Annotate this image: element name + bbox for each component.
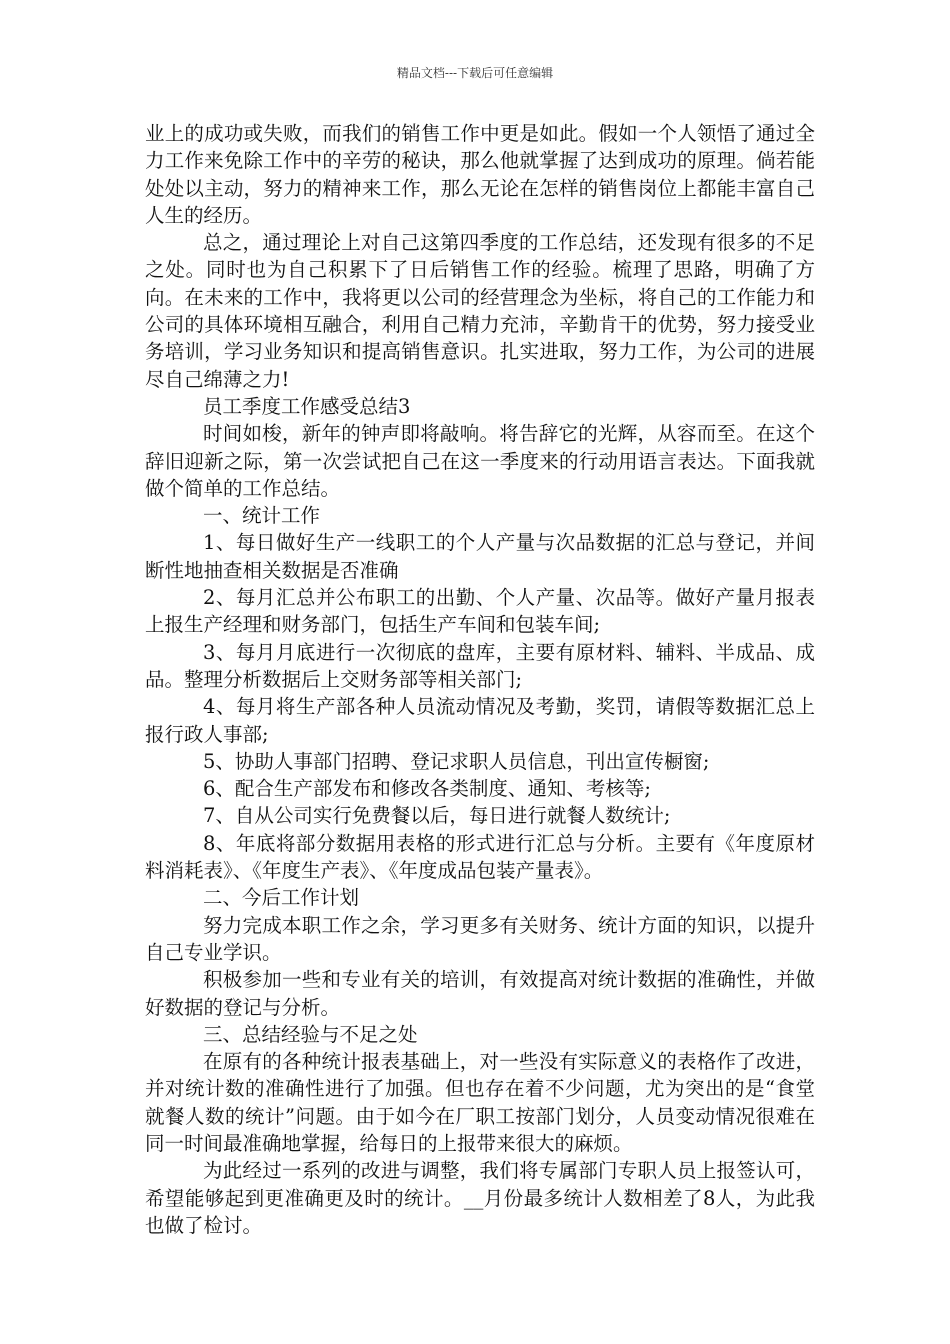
paragraph: 努力完成本职工作之余，学习更多有关财务、统计方面的知识，以提升自己专业学识。	[145, 913, 815, 964]
paragraph: 在原有的各种统计报表基础上，对一些没有实际意义的表格作了改进，并对统计数的准确性进行了加强。但也存在着不少问题，尤为突出的是“食堂就餐人数的统计”问题。由于如今在厂职工按部门划分，人员变动情况很难在同一时间最准确地掌握，给每日的上报带来很大的麻烦。	[145, 1050, 815, 1155]
section-heading: 二、今后工作计划	[203, 886, 360, 910]
section-heading: 一、统计工作	[203, 504, 321, 528]
list-item: 4、每月将生产部各种人员流动情况及考勤，奖罚，请假等数据汇总上报行政人事部;	[145, 695, 815, 746]
paragraph: 积极参加一些和专业有关的培训，有效提高对统计数据的准确性，并做好数据的登记与分析。	[145, 968, 815, 1019]
page-header: 精品文档---下载后可任意编辑	[396, 66, 554, 80]
section-title: 员工季度工作感受总结3	[203, 394, 411, 418]
list-item: 2、每月汇总并公布职工的出勤、个人产量、次品等。做好产量月报表上报生产经理和财务部门，包括生产车间和包装车间;	[145, 586, 815, 637]
section-heading: 三、总结经验与不足之处	[203, 1022, 418, 1046]
paragraph: 时间如梭，新年的钟声即将敲响。将告辞它的光辉，从容而至。在这个辞旧迎新之际，第一次尝试把自己在这一季度来的行动用语言表达。下面我就做个简单的工作总结。	[145, 422, 815, 500]
list-item: 8、年底将部分数据用表格的形式进行汇总与分析。主要有《年度原材料消耗表》、《年度生产表》、《年度成品包装产量表》。	[145, 831, 815, 883]
paragraph: 总之，通过理论上对自己这第四季度的工作总结，还发现有很多的不足之处。同时也为自己积累下了日后销售工作的经验。梳理了思路，明确了方向。在未来的工作中，我将更以公司的经营理念为坐标，将自己的工作能力和公司的具体环境相互融合，利用自己精力充沛，辛勤肯干的优势，努力接受业务培训，学习业务知识和提高销售意识。扎实进取，努力工作，为公司的进展尽自己绵薄之力!	[145, 231, 815, 391]
list-item: 3、每月月底进行一次彻底的盘库，主要有原材料、辅料、半成品、成品。整理分析数据后上交财务部等相关部门;	[145, 640, 815, 691]
list-item: 1、每日做好生产一线职工的个人产量与次品数据的汇总与登记，并间断性地抽查相关数据是否准确	[145, 531, 815, 582]
paragraph: 为此经过一系列的改进与调整，我们将专属部门专职人员上报签认可，希望能够起到更准确更及时的统计。__月份最多统计人数相差了8人，为此我也做了检讨。	[145, 1159, 815, 1237]
paragraph: 业上的成功或失败，而我们的销售工作中更是如此。假如一个人领悟了通过全力工作来免除工作中的辛劳的秘诀，那么他就掌握了达到成功的原理。倘若能处处以主动，努力的精神来工作，那么无论在怎样的销售岗位上都能丰富自己人生的经历。	[145, 122, 815, 227]
document-body	[145, 120, 815, 1239]
list-item: 6、配合生产部发布和修改各类制度、通知、考核等;	[203, 777, 651, 801]
list-item: 7、自从公司实行免费餐以后，每日进行就餐人数统计;	[203, 804, 671, 828]
list-item: 5、协助人事部门招聘、登记求职人员信息，刊出宣传橱窗;	[203, 749, 710, 773]
